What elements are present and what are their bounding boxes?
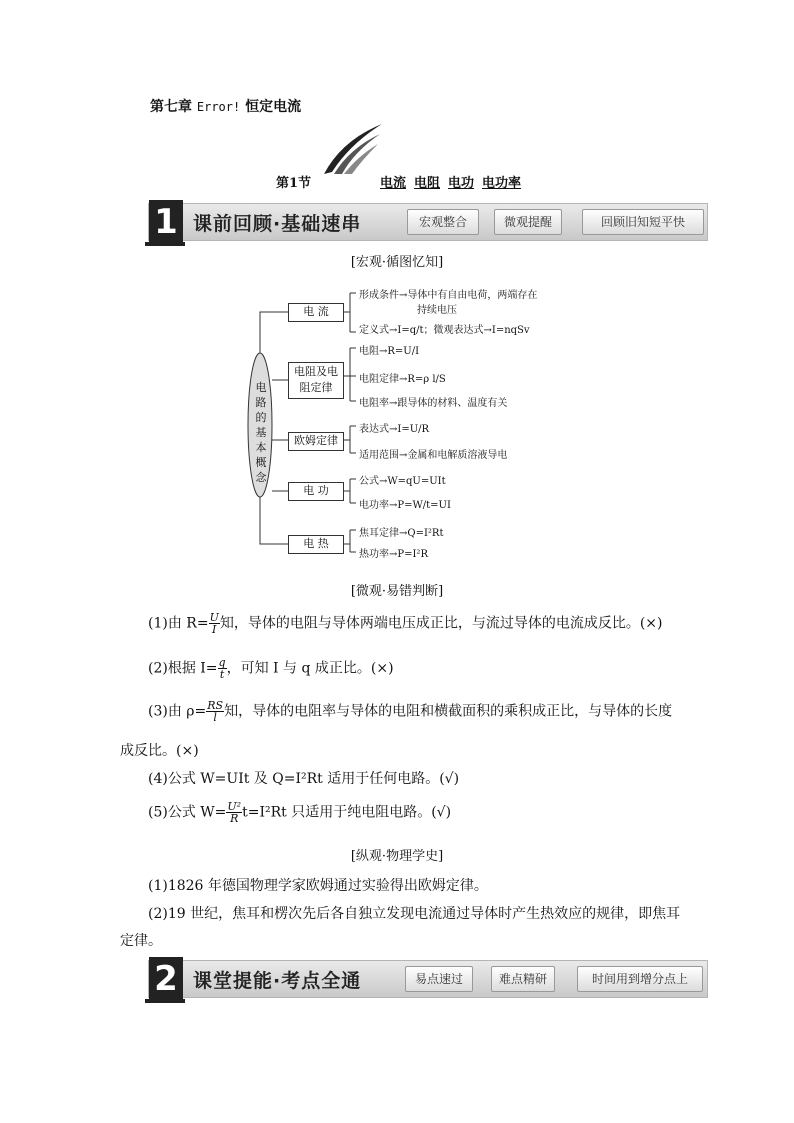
judgement-3-cont: 成反比。(×) bbox=[120, 743, 199, 759]
macro-button[interactable]: 宏观整合 bbox=[407, 209, 479, 235]
review-button[interactable]: 回顾旧知短平快 bbox=[582, 209, 704, 235]
node-work: 电 功 bbox=[288, 482, 344, 501]
banner-title: 课前回顾·基础速串 bbox=[193, 213, 362, 235]
history-label: [纵观·物理学史] bbox=[350, 849, 444, 864]
history-3: 定律。 bbox=[120, 933, 162, 949]
item-work-1: 公式→W=qU=UIt bbox=[359, 476, 446, 487]
node-current: 电 流 bbox=[288, 303, 344, 322]
easy-button[interactable]: 易点速过 bbox=[405, 966, 473, 992]
item-heat-1: 焦耳定律→Q=I²Rt bbox=[359, 528, 444, 539]
banner-number: 1 bbox=[149, 200, 183, 244]
micro-button[interactable]: 微观提醒 bbox=[494, 209, 562, 235]
mind-map-root: 电路的基本概念 bbox=[255, 381, 267, 484]
banner-class bbox=[148, 960, 708, 998]
chapter-heading bbox=[150, 96, 301, 116]
topic-work: 电功 bbox=[448, 176, 475, 191]
history-2: (2)19 世纪，焦耳和楞次先后各自独立发现电流通过导体时产生热效应的规律，即焦耳 bbox=[148, 906, 681, 922]
node-ohm: 欧姆定律 bbox=[288, 432, 344, 451]
item-res-1: 电阻→R=U/I bbox=[359, 346, 420, 357]
mind-map bbox=[240, 280, 580, 570]
hard-button[interactable]: 难点精研 bbox=[491, 966, 555, 992]
item-ohm-1: 表达式→I=U/R bbox=[359, 424, 430, 435]
swoosh-icon bbox=[322, 122, 384, 176]
node-heat: 电 热 bbox=[288, 535, 344, 554]
chapter-error: Error! bbox=[196, 100, 241, 114]
node-resistance: 电阻及电阻定律 bbox=[288, 362, 344, 399]
banner2-title: 课堂提能·考点全通 bbox=[193, 970, 362, 992]
item-ohm-2: 适用范围→金属和电解质溶液导电 bbox=[359, 450, 508, 461]
item-res-2: 电阻定律→R=ρ l/S bbox=[359, 374, 446, 385]
chapter-prefix: 第七章 bbox=[150, 99, 192, 115]
item-current-2: 持续电压 bbox=[417, 305, 457, 316]
section-number: 第1节 bbox=[276, 176, 312, 191]
topic-power: 电功率 bbox=[482, 176, 522, 191]
time-button[interactable]: 时间用到增分点上 bbox=[577, 966, 703, 992]
item-current-3: 定义式→I=q/t；微观表达式→I=nqSv bbox=[359, 325, 530, 336]
judgement-4: (4)公式 W=UIt 及 Q=I²Rt 适用于任何电路。(√) bbox=[148, 771, 460, 787]
judgement-1: (1)由 R= $\frac{U}{I}$ 知，导体的电阻与导体两端电压成正比，与流过导体的电流成反比。(×) bbox=[148, 611, 663, 636]
chapter-title: 恒定电流 bbox=[245, 99, 302, 115]
judgement-3: (3)由 ρ= $\frac{RS}{l}$ 知，导体的电阻率与导体的电阻和横截面积的乘积成正比，与导体的长度 bbox=[148, 699, 673, 724]
item-work-2: 电功率→P=W/t=UI bbox=[359, 500, 451, 511]
micro-label: [微观·易错判断] bbox=[350, 584, 444, 599]
topic-current: 电流 bbox=[380, 176, 407, 191]
judgement-5: (5)公式 W= $\frac{\text{U²}}{R}$ t=I²Rt 只适用于纯电阻电路。(√) bbox=[148, 800, 452, 825]
banner2-number: 2 bbox=[149, 957, 183, 1001]
banner-review bbox=[148, 203, 708, 241]
item-current-1: 形成条件→导体中有自由电荷，两端存在 bbox=[359, 290, 538, 301]
topic-resistance: 电阻 bbox=[414, 176, 441, 191]
section-title bbox=[380, 172, 529, 191]
item-res-3: 电阻率→跟导体的材料、温度有关 bbox=[359, 398, 508, 409]
judgement-2: (2)根据 I= $\frac{q}{t}$ ，可知 I 与 q 成正比。(×) bbox=[148, 656, 394, 681]
item-heat-2: 热功率→P=I²R bbox=[359, 549, 428, 560]
macro-label: [宏观·循图忆知] bbox=[350, 255, 444, 270]
history-1: (1)1826 年德国物理学家欧姆通过实验得出欧姆定律。 bbox=[148, 878, 488, 894]
